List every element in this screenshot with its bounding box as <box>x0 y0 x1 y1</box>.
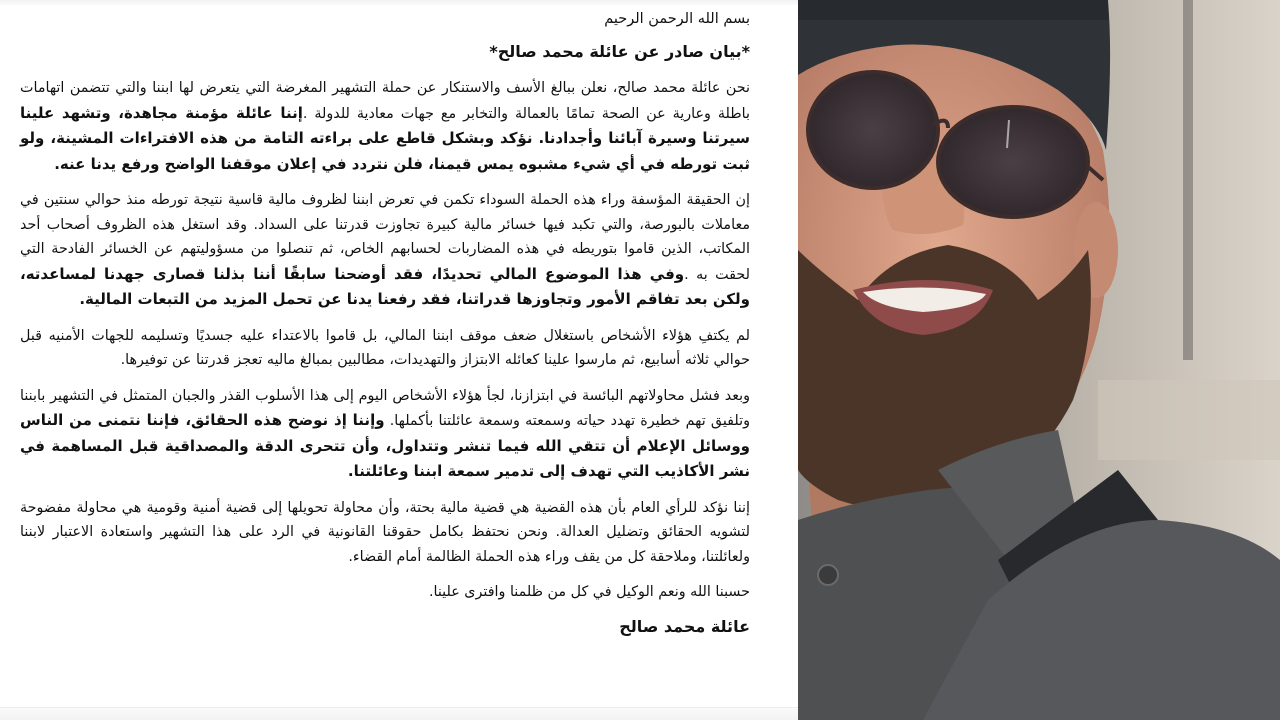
portrait-illustration <box>798 0 1280 720</box>
paragraph-text: إن الحقيقة المؤسفة وراء هذه الحملة السوداء تكمن في تعرض ابننا لظروف مالية قاسية نتيجة تورطه منذ حوالي سنتين في معاملات بالبورصة، والتي تكبد فيها خسائر مالية كبيرة تجاوزت قدرتنا على السداد. وقد استغل هذه الظروف أصحاب أحد المكاتب، الذين قاموا بتوريطه في هذه المضاربات لحسابهم الخاص، ثم تنصلوا من مسؤوليتهم عن الخسائر الفادحة التي لحقت به . <box>20 192 750 283</box>
paragraph-3 <box>20 324 750 373</box>
paragraph-4 <box>20 384 750 485</box>
paragraph-text: وبعد فشل محاولاتهم البائسة في ابتزازنا، لجأ هؤلاء الأشخاص اليوم إلى هذا الأسلوب القذر والجبان المتمثل في التشهير بابننا وتلفيق تهم خطيرة تهدد حياته وسمعته وسمعة عائلتنا بأكملها. <box>20 387 750 429</box>
paragraph-5 <box>20 496 750 570</box>
closing-line: حسبنا الله ونعم الوكيل في كل من ظلمنا وافترى علينا. <box>428 584 750 600</box>
paragraph-1 <box>20 76 750 177</box>
basmala: بسم الله الرحمن الرحيم <box>604 11 750 27</box>
paragraph-2 <box>20 188 750 313</box>
paragraph-text: لم يكتفِ هؤلاء الأشخاص باستغلال ضعف موقف ابننا المالي، بل قاموا بالاعتداء عليه جسديًا وتسليمه للجهات الأمنيه قبل حوالي ثلاثه أسابيع، ثم مارسوا علينا كعائله الابتزاز والتهديدات، مطالبين بمبالغ ماليه تعجز قدرتنا عن توفيرها. <box>20 327 750 368</box>
document-body <box>20 8 750 639</box>
signature: عائلة محمد صالح <box>619 617 750 636</box>
portrait-photo <box>798 0 1280 720</box>
paragraph-bold-text: وفي هذا الموضوع المالي تحديدًا، فقد أوضحنا سابقًا أننا بذلنا قصارى جهدنا لمساعدته، ولكن بعد تفاقم الأمور وتجاوزها قدراتنا، فقد رفعنا يدنا عن تحمل المزيد من التبعات المالية. <box>20 264 750 308</box>
document-top-edge <box>0 0 798 5</box>
paragraph-text: نحن عائلة محمد صالح، نعلن ببالغ الأسف والاستنكار عن حملة التشهير المغرضة التي يتعرض لها ابننا والتي تتضمن اتهامات باطلة وعارية عن الصحة تمامًا بالعمالة والتخابر مع جهات معادية للدولة . <box>20 80 750 122</box>
paragraph-bold-text: وإننا إذ نوضح هذه الحقائق، فإننا نتمنى من الناس ووسائل الإعلام أن تتقي الله فيما تنشر وتتداول، وأن تتحرى الدقة والمصداقية قبل المساهمة في نشر الأكاذيب التي تهدف إلى تدمير سمعة ابننا وعائلتنا. <box>20 411 750 480</box>
paragraph-bold-text: إننا عائلة مؤمنة مجاهدة، وتشهد علينا سيرتنا وسيرة آبائنا وأجدادنا. نؤكد وبشكل قاطع على براءته التامة من هذه الافتراءات المشينة، ولو ثبت تورطه في أي شيء مشبوه يمس قيمنا، فلن نتردد في إعلان موقفنا الواضح ورفع يدنا عنه. <box>20 103 750 173</box>
statement-title: *بيان صادر عن عائلة محمد صالح* <box>489 42 750 61</box>
document-bottom-edge <box>0 707 798 720</box>
paragraph-text: إننا نؤكد للرأي العام بأن هذه القضية هي قضية مالية بحتة، وأن محاولة تحويلها إلى قضية أمنية وقومية هي محاولة مفضوحة لتشويه الحقائق وتضليل العدالة. ونحن نحتفظ بكامل حقوقنا القانونية في الرد على هذا التشهير واستعادة الاعتبار لابننا ولعائلتنا، وملاحقة كل من يقف وراء هذه الحملة الظالمة أمام القضاء. <box>20 499 750 565</box>
